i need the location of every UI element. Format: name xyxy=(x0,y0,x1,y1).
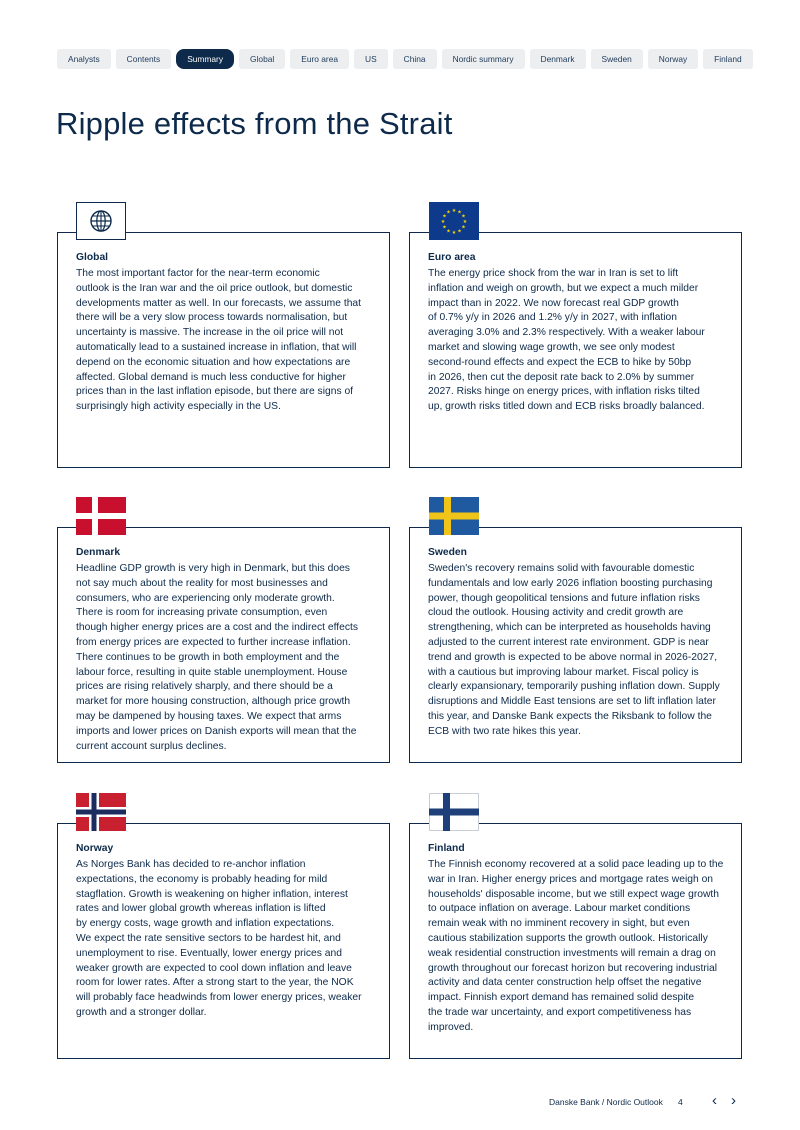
card-title: Euro area xyxy=(428,252,476,263)
card-title: Finland xyxy=(428,843,465,854)
tab-euro-area[interactable]: Euro area xyxy=(290,49,349,69)
card-text: Headline GDP growth is very high in Denmark, but this does not say much about the reality for most businesses and consumers, who are experiencing only moderate growth. There is room for increasing private consumption, even though higher energy prices are a cost and the indirect effects from energy prices are expected to further increase inflation. There continues to be growth in both employment and the labour force, resulting in quite stable unemployment. House prices are rising relatively sharply, and there should be a market for more housing construction, although price growth may be dampened by housing taxes. We expect that arms imports and lower prices on Danish exports will mean that the current account surplus declines. xyxy=(76,563,359,752)
eu-star-icon: ★ xyxy=(442,213,447,220)
page-title: Ripple effects from the Strait xyxy=(56,106,453,141)
tab-us[interactable]: US xyxy=(354,49,388,69)
footer-source: Danske Bank / Nordic Outlook xyxy=(549,1097,663,1107)
card-global xyxy=(57,232,390,468)
eu-star-icon: ★ xyxy=(446,228,451,235)
tab-nordic-summary[interactable]: Nordic summary xyxy=(442,49,525,69)
page-number: 4 xyxy=(678,1097,683,1107)
card-text: Sweden's recovery remains solid with favourable domestic fundamentals and low early 2026 inflation boosting purchasing power, though geopolitical tensions and future inflation risks cloud the outlook. Housing activity and credit growth are strengthening, which can be interpreted as households having adjusted to the current interest rate environment. GDP is near trend and growth is expected to be above normal in 2026-2027, with a cautious but improving labour market. Fiscal policy is clearly expansionary, temporarily pushing inflation down. Supply disruptions and Middle East tensions are set to lift inflation later this year, and Danske Bank expects the Riksbank to follow the ECB with two rate hikes this year. xyxy=(428,563,720,737)
tab-china[interactable]: China xyxy=(393,49,437,69)
previous-page-button[interactable]: ‹ xyxy=(712,1092,717,1109)
card-norway xyxy=(57,823,390,1059)
eu-star-icon: ★ xyxy=(462,218,468,225)
eu-star-icon: ★ xyxy=(457,209,462,216)
eu-star-icon: ★ xyxy=(442,224,447,231)
card-text: The energy price shock from the war in Iran is set to lift inflation and weigh on growth, but we expect a much milder impact than in 2022. We now forecast real GDP growth of 0.7% y/y in 2026 and 1.2% y/y in 2027, with inflation averaging 3.0% and 2.3% respectively. With a weaker labour market and slowing wage growth, we see only modest second-round effects and expect the ECB to hike by 50bp in 2026, then cut the deposit rate back to 2.0% by summer 2027. Risks hinge on energy prices, with inflation risks tilted up, growth risks titled down and ECB risks broadly balanced. xyxy=(428,268,705,413)
next-page-button[interactable]: › xyxy=(731,1092,736,1109)
eu-flag-icon xyxy=(429,202,479,240)
card-sweden xyxy=(409,527,742,763)
tab-analysts[interactable]: Analysts xyxy=(57,49,111,69)
tab-norway[interactable]: Norway xyxy=(648,49,698,69)
sweden-flag-icon xyxy=(429,497,479,535)
tab-denmark[interactable]: Denmark xyxy=(530,49,586,69)
tab-contents[interactable]: Contents xyxy=(116,49,172,69)
tab-finland[interactable]: Finland xyxy=(703,49,752,69)
norway-flag-icon xyxy=(76,793,126,831)
globe-icon xyxy=(76,202,126,240)
tab-global[interactable]: Global xyxy=(239,49,285,69)
eu-star-icon: ★ xyxy=(451,207,457,214)
eu-star-icon: ★ xyxy=(461,213,466,220)
card-finland xyxy=(409,823,742,1059)
card-title: Norway xyxy=(76,843,114,854)
card-denmark xyxy=(57,527,390,763)
eu-star-icon: ★ xyxy=(446,209,451,216)
card-title: Global xyxy=(76,252,109,263)
card-title: Sweden xyxy=(428,547,467,558)
card-text: The most important factor for the near-term economic outlook is the Iran war and the oil price outlook, but domestic developments matter as well. In our forecasts, we assume that there will be a very slow process towards normalisation, but uncertainty is massive. The increase in the oil price will not automatically lead to a sustained increase in inflation, that will depend on the economic situation and how expectations are affected. Global demand is much less conductive for higher prices than in the last inflation episode, but there are signs of surprisingly high activity especially in the US. xyxy=(76,268,362,413)
finland-flag-icon xyxy=(429,793,479,831)
eu-star-icon: ★ xyxy=(451,229,457,236)
tab-sweden[interactable]: Sweden xyxy=(591,49,643,69)
card-text: As Norges Bank has decided to re-anchor inflation expectations, the economy is probably heading for mild stagflation. Growth is weakening on higher inflation, interest rates and lower global growth whereas inflation is lifted by energy costs, wage growth and inflation expectations. We expect the rate sensitive sectors to be hardest hit, and unemployment to rise. Eventually, lower energy prices and weaker growth are expected to cool down inflation and leave room for lower rates. After a strong start to the year, the NOK will probably face headwinds from lower energy prices, weaker growth and a stronger dollar. xyxy=(76,859,362,1018)
eu-star-icon: ★ xyxy=(457,228,462,235)
denmark-flag-icon xyxy=(76,497,126,535)
eu-star-icon: ★ xyxy=(461,224,466,231)
tab-summary[interactable]: Summary xyxy=(176,49,234,69)
card-euro-area xyxy=(409,229,742,468)
card-title: Denmark xyxy=(76,547,121,558)
section-tabs xyxy=(57,49,753,69)
card-text: The Finnish economy recovered at a solid pace leading up to the war in Iran. Higher energy prices and mortgage rates weigh on households' disposable income, but we still expect wage growth to outpace inflation on average. Labour market conditions remain weak with no imminent recovery in sight, but even cautious stabilization supports the growth outlook. Historically weak residential construction investments will remain a drag on growth throughout our forecast horizon but recovering industrial activity and data center construction help offset the negative impact. Finnish export demand has remained solid despite the trade war uncertainty, and export competitiveness has improved. xyxy=(428,859,724,1033)
eu-star-icon: ★ xyxy=(440,218,446,225)
